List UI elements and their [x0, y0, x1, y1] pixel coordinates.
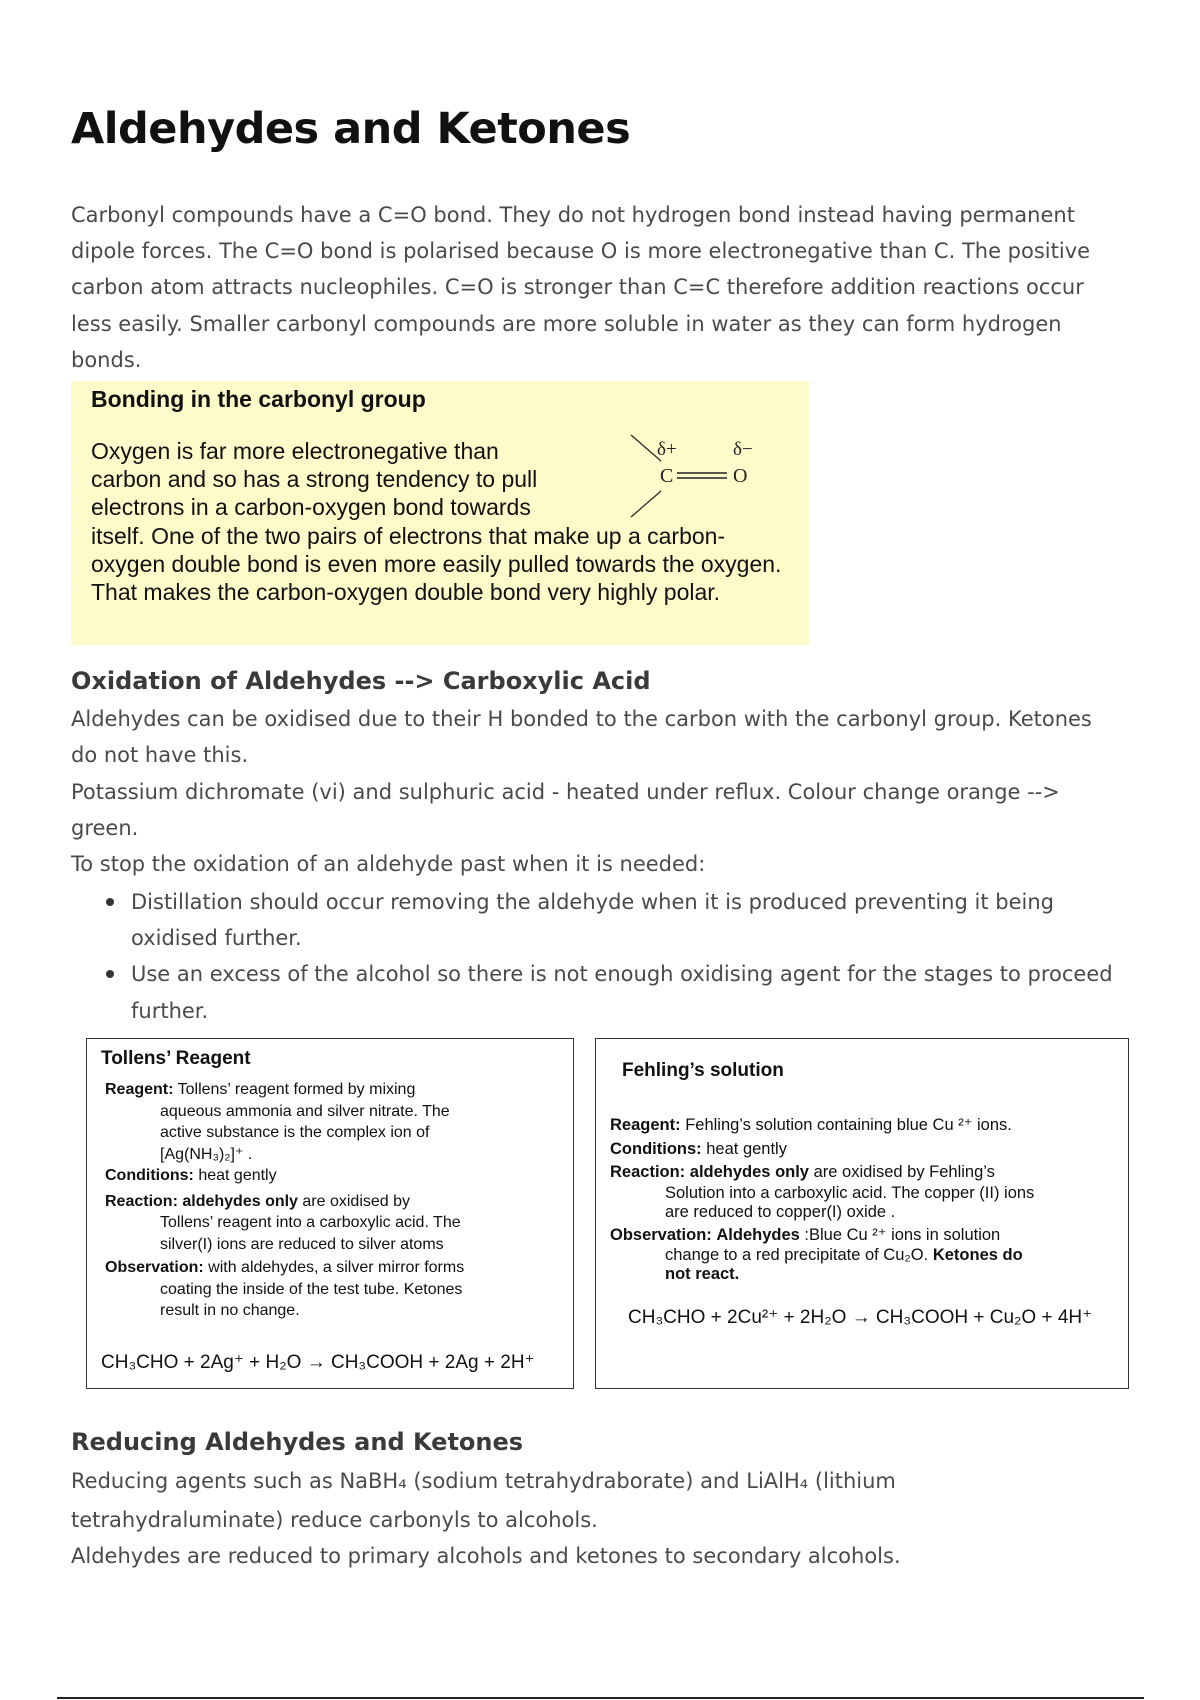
- tollens-observation-text: with aldehydes, a silver mirror forms: [208, 1259, 465, 1276]
- oxidation-paragraph-1: Aldehydes can be oxidised due to their H bonded to the carbon with the carbonyl group. Ketones do not have this.: [71, 707, 1092, 768]
- fehlings-reaction-text: are oxidised by Fehling’s: [813, 1163, 995, 1181]
- tollens-reaction-bold: aldehydes only: [182, 1192, 298, 1210]
- fehlings-conditions-text: heat gently: [706, 1139, 787, 1158]
- delta-minus-label: δ−: [733, 439, 753, 460]
- bonding-line-2: carbon and so has a strong tendency to pull: [91, 466, 538, 493]
- tollens-conditions-line: [105, 1165, 565, 1187]
- tollens-complex-ion: [Ag(NH₃)₂]⁺ .: [160, 1145, 253, 1163]
- tollens-reagent-line: [105, 1079, 565, 1101]
- tollens-reaction-cont-1: Tollens’ reagent into a carboxylic acid. The: [160, 1214, 461, 1231]
- intro-paragraph: Carbonyl compounds have a C=O bond. They do not hydrogen bond instead having permanent dipole forces. The C=O bond is polarised because O is more electronegative than C. The positive carbon atom attracts nucleophiles. C=O is stronger than C=C therefore addition reactions occur less easily. Smaller carbonyl compounds are more soluble in water as they can form hydrogen bonds.: [71, 203, 1091, 372]
- reducing-paragraph-1: Reducing agents such as NaBH₄ (sodium tetrahydraborate) and LiAlH₄ (lithium tetrahydraluminate) reduce carbonyls to alcohols.: [71, 1469, 896, 1532]
- bullet-icon: [106, 970, 114, 978]
- fehlings-equation: CH₃CHO + 2Cu²⁺ + 2H₂O → CH₃COOH + Cu₂O + 4H⁺: [628, 1307, 1093, 1328]
- fehlings-observation-label: Observation:: [610, 1225, 712, 1244]
- fehlings-reagent-line: [610, 1115, 1125, 1137]
- diagram-lower-bond: [631, 491, 661, 517]
- reducing-heading: Reducing Aldehydes and Ketones: [71, 1428, 524, 1456]
- bullet-text-1: Distillation should occur removing the aldehyde when it is produced preventing it being oxidised further.: [131, 890, 1054, 951]
- fehlings-reaction-cont-1: Solution into a carboxylic acid. The copper (II) ions: [665, 1183, 1035, 1202]
- fehlings-observation-text: :Blue Cu ²⁺ ions in solution: [804, 1225, 1001, 1244]
- fehlings-title: Fehling’s solution: [622, 1060, 784, 1081]
- oxidation-paragraph-2: Potassium dichromate (vi) and sulphuric acid - heated under reflux. Colour change orange --> green.: [71, 780, 1060, 841]
- tollens-details: [105, 1079, 565, 1322]
- tollens-reagent-box: [86, 1038, 574, 1389]
- tollens-observation-cont-1: coating the inside of the test tube. Ketones: [160, 1280, 463, 1298]
- tollens-reagent-text: Tollens’ reagent formed by mixing: [177, 1081, 416, 1098]
- fehlings-reaction-cont-2: are reduced to copper(I) oxide .: [665, 1202, 896, 1221]
- tollens-reagent-cont-2: active substance is the complex ion of: [160, 1124, 430, 1141]
- fehlings-reagent-text: Fehling’s solution containing blue Cu ²⁺ ions.: [685, 1116, 1012, 1134]
- page-divider: [57, 1697, 1144, 1699]
- fehlings-reaction-label: Reaction:: [610, 1163, 686, 1181]
- fehlings-reagent-label: Reagent:: [610, 1116, 681, 1134]
- bonding-info-box: [71, 381, 809, 645]
- bonding-box-title: Bonding in the carbonyl group: [91, 386, 426, 412]
- bullet-icon: [106, 898, 114, 906]
- tollens-conditions-text: heat gently: [198, 1167, 277, 1184]
- carbonyl-dipole-diagram: [627, 433, 767, 525]
- tollens-reagent-label: Reagent:: [105, 1081, 174, 1098]
- fehlings-conditions-label: Conditions:: [610, 1139, 702, 1158]
- list-item: [71, 884, 1131, 956]
- bonding-line-1: Oxygen is far more electronegative than: [91, 438, 499, 464]
- tollens-reaction-label: Reaction:: [105, 1192, 178, 1210]
- oxygen-atom-label: O: [733, 465, 748, 487]
- fehlings-observation-cont-1: change to a red precipitate of Cu₂O.: [665, 1246, 929, 1264]
- fehlings-observation-cont-1-wrap: [610, 1246, 1125, 1265]
- tollens-reaction-text: are oxidised by: [302, 1192, 411, 1210]
- tollens-reaction-line: [105, 1191, 565, 1213]
- fehlings-details: [610, 1115, 1125, 1284]
- fehlings-reaction-line: [610, 1162, 1125, 1184]
- oxidation-bullet-list: [71, 884, 1131, 1029]
- carbon-atom-label: C: [660, 465, 674, 487]
- fehlings-observation-line: [610, 1225, 1125, 1247]
- tollens-observation-label: Observation:: [105, 1259, 204, 1276]
- bonding-text-rest: itself. One of the two pairs of electrons that make up a carbon-oxygen double bond is even more easily pulled towards the oxygen. That makes the carbon-oxygen double bond very highly polar.: [91, 522, 782, 606]
- fehlings-observation-bold-2: Ketones do: [932, 1246, 1023, 1264]
- tollens-reaction-cont-2: silver(I) ions are reduced to silver atoms: [160, 1235, 444, 1253]
- oxidation-paragraph-3: To stop the oxidation of an aldehyde past when it is needed:: [71, 852, 706, 876]
- fehlings-reaction-bold: aldehydes only: [689, 1163, 809, 1181]
- tollens-title: Tollens’ Reagent: [101, 1048, 251, 1069]
- fehlings-observation-bold: Aldehydes: [716, 1225, 800, 1244]
- fehlings-solution-box: [595, 1038, 1129, 1389]
- reducing-paragraph-2: Aldehydes are reduced to primary alcohols and ketones to secondary alcohols.: [71, 1544, 901, 1568]
- tollens-observation-line: [105, 1257, 565, 1279]
- tollens-equation: CH₃CHO + 2Ag⁺ + H₂O → CH₃COOH + 2Ag + 2H⁺: [101, 1352, 535, 1373]
- list-item: [71, 956, 1131, 1028]
- delta-plus-label: δ+: [657, 439, 677, 460]
- fehlings-observation-cont-2: not react.: [665, 1265, 740, 1283]
- tollens-conditions-label: Conditions:: [105, 1167, 194, 1184]
- fehlings-conditions-line: [610, 1139, 1125, 1161]
- bonding-line-3: electrons in a carbon-oxygen bond towards: [91, 494, 531, 521]
- tollens-observation-cont-2: result in no change.: [160, 1302, 300, 1319]
- oxidation-heading: Oxidation of Aldehydes --> Carboxylic Acid: [71, 667, 651, 695]
- bullet-text-2: Use an excess of the alcohol so there is not enough oxidising agent for the stages to proceed further.: [131, 962, 1113, 1023]
- page-title: Aldehydes and Ketones: [71, 104, 631, 154]
- tollens-reagent-cont-1: aqueous ammonia and silver nitrate. The: [160, 1102, 450, 1120]
